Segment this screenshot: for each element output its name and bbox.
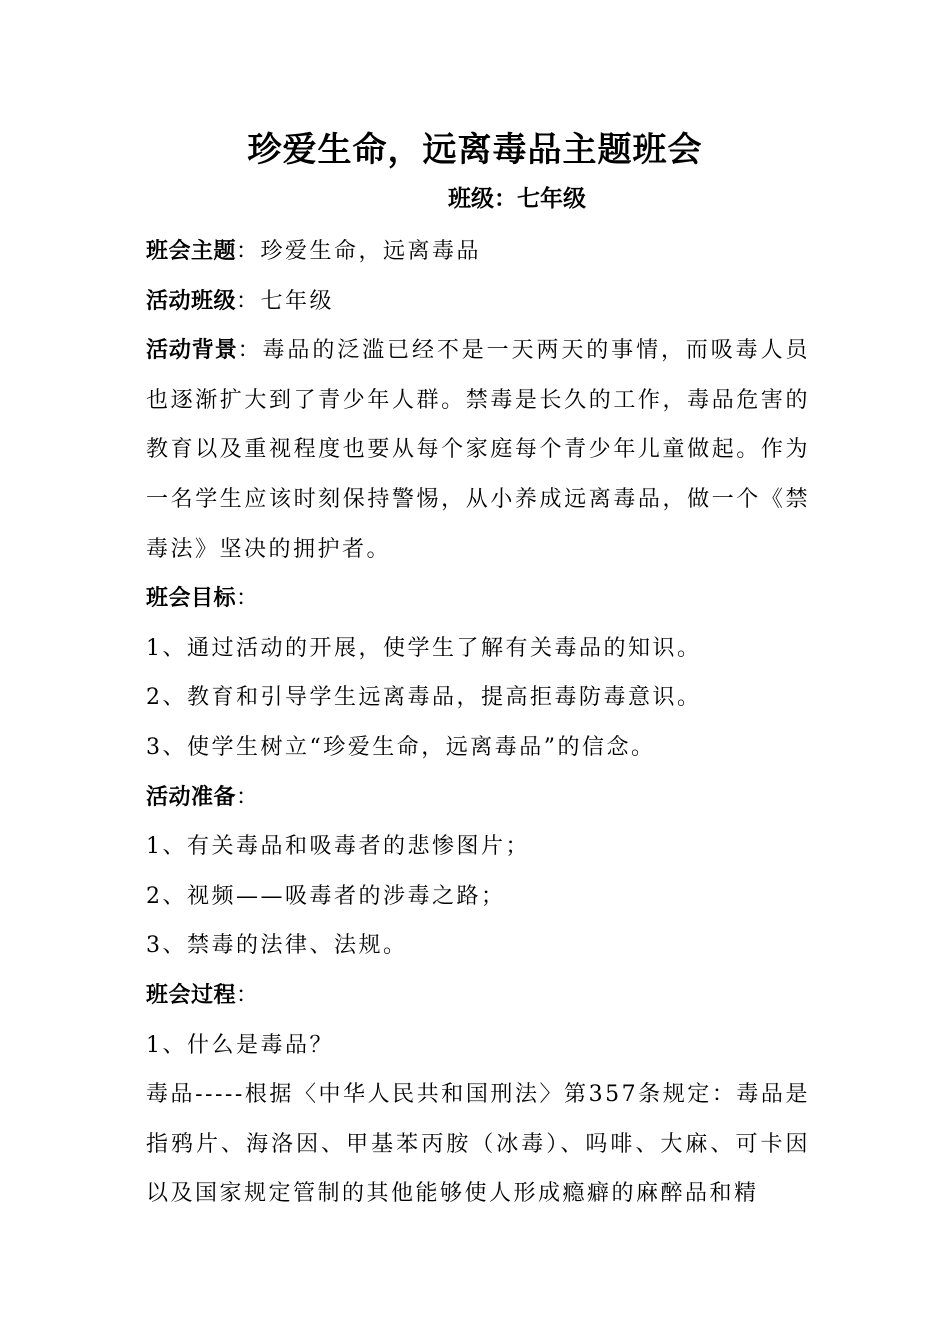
process-text: 毒品-----根据〈中华人民共和国刑法〉第357条规定：毒品是指鸦片、海洛因、甲基苯丙胺（冰毒）、吗啡、大麻、可卡因以及国家规定管制的其他能够使人形成瘾癖的麻醉品和精 bbox=[146, 1082, 810, 1207]
prep-colon: ： bbox=[236, 784, 261, 810]
goals-heading bbox=[146, 574, 810, 624]
class-paragraph bbox=[146, 277, 810, 327]
class-text: ：七年级 bbox=[236, 288, 335, 314]
prep-item: 1、有关毒品和吸毒者的悲惨图片； bbox=[146, 834, 530, 860]
process-label: 班会过程 bbox=[146, 982, 237, 1008]
document-body bbox=[146, 227, 810, 1219]
goal-item: 2、教育和引导学生远离毒品，提高拒毒防毒意识。 bbox=[146, 685, 702, 711]
prep-item: 3、禁毒的法律、法规。 bbox=[146, 933, 408, 959]
background-paragraph bbox=[146, 326, 810, 574]
theme-label: 班会主题 bbox=[146, 239, 237, 264]
class-label: 活动班级 bbox=[146, 288, 237, 314]
goals-label: 班会目标 bbox=[146, 586, 237, 612]
document-title: 珍爱生命，远离毒品主题班会 bbox=[247, 130, 703, 170]
theme-text: ：珍爱生命，远离毒品 bbox=[236, 239, 482, 264]
process-heading bbox=[146, 971, 810, 1021]
prep-heading bbox=[146, 773, 810, 823]
background-label: 活动背景 bbox=[146, 338, 238, 364]
prep-label: 活动准备 bbox=[146, 784, 237, 810]
prep-item: 2、视频——吸毒者的涉毒之路； bbox=[146, 883, 506, 909]
goal-item: 1、通过活动的开展，使学生了解有关毒品的知识。 bbox=[146, 635, 702, 661]
process-colon: ： bbox=[236, 982, 261, 1008]
theme-paragraph bbox=[146, 227, 810, 277]
document-subtitle: 班级：七年级 bbox=[448, 186, 586, 212]
process-question: 1、什么是毒品？ bbox=[146, 1032, 334, 1058]
background-text: ：毒品的泛滥已经不是一天两天的事情，而吸毒人员也逐渐扩大到了青少年人群。禁毒是长久的工作，毒品危害的教育以及重视程度也要从每个家庭每个青少年儿童做起。作为一名学生应该时刻保持警惕，从小养成远离毒品，做一个《禁毒法》坚决的拥护者。 bbox=[146, 338, 810, 562]
goals-colon: ： bbox=[236, 586, 261, 612]
goal-item: 3、使学生树立“珍爱生命，远离毒品”的信念。 bbox=[146, 734, 656, 760]
